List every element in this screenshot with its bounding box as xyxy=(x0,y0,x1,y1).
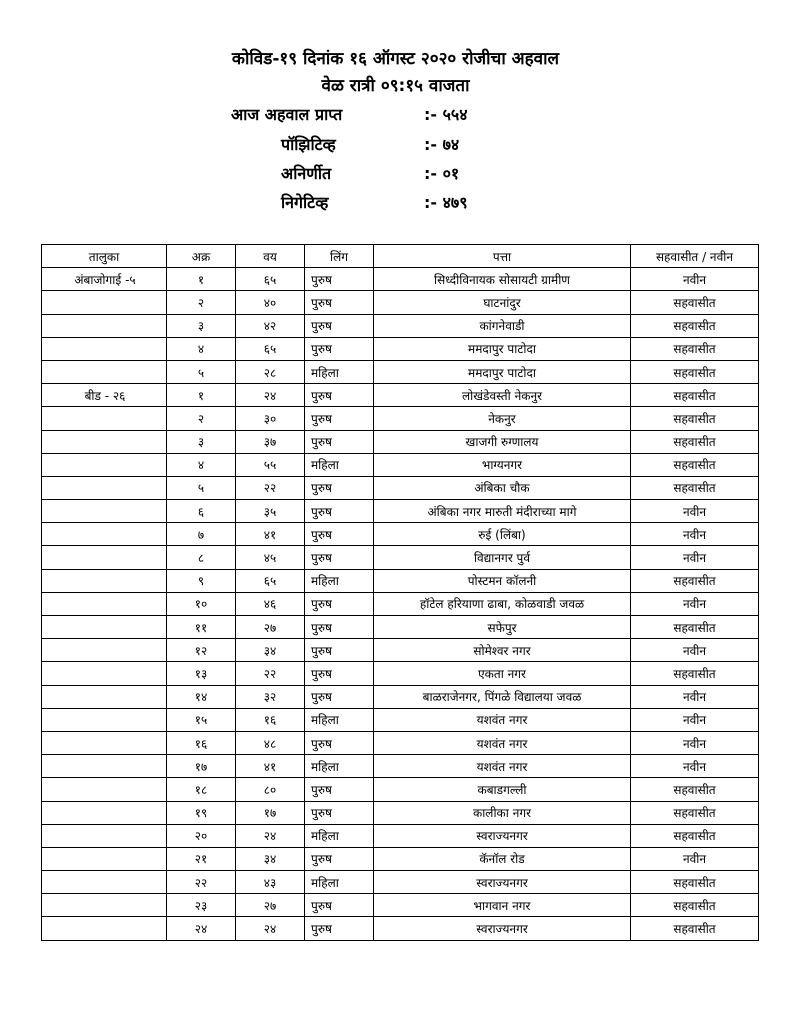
cell-age: ३२ xyxy=(236,685,305,708)
cell-sex: पुरुष xyxy=(305,546,374,569)
table-row xyxy=(42,801,759,824)
cell-status: सहवासीत xyxy=(631,917,759,940)
cell-sex: पुरुष xyxy=(305,662,374,685)
cell-serial: ६ xyxy=(167,500,236,523)
cell-serial: २० xyxy=(167,824,236,847)
table-row xyxy=(42,778,759,801)
cell-taluka xyxy=(42,476,167,499)
cell-address: यशवंत नगर xyxy=(374,731,631,754)
table-row xyxy=(42,314,759,337)
cell-serial: १२ xyxy=(167,639,236,662)
cell-sex: पुरुष xyxy=(305,523,374,546)
summary-label-inconclusive: अनिर्णीत xyxy=(281,164,332,183)
cell-sex: पुरुष xyxy=(305,894,374,917)
cell-sex: पुरुष xyxy=(305,639,374,662)
cell-address: सिध्दीविनायक सोसायटी ग्रामीण xyxy=(374,268,631,291)
cell-status: नवीन xyxy=(631,523,759,546)
cell-status: सहवासीत xyxy=(631,453,759,476)
cell-taluka xyxy=(42,685,167,708)
cell-address: यशवंत नगर xyxy=(374,708,631,731)
cell-sex: पुरुष xyxy=(305,685,374,708)
cell-address: कॅनॉल रोड xyxy=(374,847,631,870)
cell-serial: १३ xyxy=(167,662,236,685)
cell-age: ४३ xyxy=(236,871,305,894)
cell-age: २७ xyxy=(236,894,305,917)
cell-status: नवीन xyxy=(631,731,759,754)
table-row xyxy=(42,337,759,360)
cell-taluka xyxy=(42,778,167,801)
cell-serial: १७ xyxy=(167,755,236,778)
table-row xyxy=(42,685,759,708)
cell-sex: पुरुष xyxy=(305,268,374,291)
cell-age: ४२ xyxy=(236,314,305,337)
cell-age: २४ xyxy=(236,917,305,940)
table-row xyxy=(42,592,759,615)
table-row xyxy=(42,546,759,569)
table-header-row xyxy=(42,245,759,268)
cell-taluka xyxy=(42,314,167,337)
table-row xyxy=(42,847,759,870)
report-time: वेळ रात्री ०९:१५ वाजता xyxy=(321,76,470,96)
cell-sex: पुरुष xyxy=(305,337,374,360)
cell-address: कांगनेवाडी xyxy=(374,314,631,337)
table-row xyxy=(42,755,759,778)
cell-age: ४८ xyxy=(236,731,305,754)
cell-serial: ७ xyxy=(167,523,236,546)
cell-age: २२ xyxy=(236,476,305,499)
cell-serial: २१ xyxy=(167,847,236,870)
cell-sex: पुरुष xyxy=(305,500,374,523)
cell-status: सहवासीत xyxy=(631,871,759,894)
cell-address: स्वराज्यनगर xyxy=(374,871,631,894)
cell-status: सहवासीत xyxy=(631,662,759,685)
cell-age: ४५ xyxy=(236,546,305,569)
cell-taluka xyxy=(42,500,167,523)
cell-sex: महिला xyxy=(305,755,374,778)
cell-taluka xyxy=(42,616,167,639)
cell-serial: २३ xyxy=(167,894,236,917)
cell-serial: २४ xyxy=(167,917,236,940)
cell-address: स्वराज्यनगर xyxy=(374,917,631,940)
cases-table xyxy=(41,244,759,941)
cell-serial: ३ xyxy=(167,430,236,453)
summary-value-positive: :- ७४ xyxy=(424,135,460,154)
cell-sex: पुरुष xyxy=(305,778,374,801)
cell-address: अंबिका चौक xyxy=(374,476,631,499)
cell-address: स्वराज्यनगर xyxy=(374,824,631,847)
cell-serial: ११ xyxy=(167,616,236,639)
cell-age: ३० xyxy=(236,407,305,430)
cell-taluka xyxy=(42,592,167,615)
cell-address: ममदापुर पाटोदा xyxy=(374,360,631,383)
cell-address: भाग्यनगर xyxy=(374,453,631,476)
table-row xyxy=(42,894,759,917)
cell-sex: पुरुष xyxy=(305,314,374,337)
header-taluka: तालुका xyxy=(42,245,167,268)
cell-sex: पुरुष xyxy=(305,407,374,430)
cell-status: नवीन xyxy=(631,755,759,778)
table-row xyxy=(42,476,759,499)
header-status: सहवासीत / नवीन xyxy=(631,245,759,268)
cell-status: सहवासीत xyxy=(631,360,759,383)
cell-taluka xyxy=(42,291,167,314)
cell-taluka xyxy=(42,801,167,824)
cell-taluka xyxy=(42,917,167,940)
summary-label-negative: निगेटिव्ह xyxy=(281,193,329,212)
table-row xyxy=(42,500,759,523)
cell-address: ममदापुर पाटोदा xyxy=(374,337,631,360)
cell-address: पोस्टमन कॉलनी xyxy=(374,569,631,592)
cell-age: ४० xyxy=(236,291,305,314)
cell-status: सहवासीत xyxy=(631,616,759,639)
cell-sex: पुरुष xyxy=(305,731,374,754)
cell-status: सहवासीत xyxy=(631,314,759,337)
cell-sex: पुरुष xyxy=(305,384,374,407)
cell-address: कबाडगल्ली xyxy=(374,778,631,801)
cell-serial: २ xyxy=(167,291,236,314)
cell-age: ६५ xyxy=(236,268,305,291)
cell-taluka: बीड - २६ xyxy=(42,384,167,407)
cell-age: ४६ xyxy=(236,592,305,615)
cell-serial: ५ xyxy=(167,476,236,499)
cell-address: रुई (लिंबा) xyxy=(374,523,631,546)
cell-age: ४१ xyxy=(236,755,305,778)
cell-taluka xyxy=(42,871,167,894)
table-row xyxy=(42,384,759,407)
cell-status: नवीन xyxy=(631,685,759,708)
summary-label-positive: पॉझिटिव्ह xyxy=(281,135,336,154)
cell-address: भागवान नगर xyxy=(374,894,631,917)
cell-sex: महिला xyxy=(305,360,374,383)
cell-status: नवीन xyxy=(631,708,759,731)
cell-sex: महिला xyxy=(305,453,374,476)
table-row xyxy=(42,291,759,314)
cell-age: २४ xyxy=(236,384,305,407)
cell-taluka xyxy=(42,824,167,847)
cell-serial: १६ xyxy=(167,731,236,754)
cell-serial: ५ xyxy=(167,360,236,383)
cell-status: नवीन xyxy=(631,500,759,523)
cell-taluka xyxy=(42,894,167,917)
cell-status: सहवासीत xyxy=(631,407,759,430)
cell-serial: २२ xyxy=(167,871,236,894)
header-sex: लिंग xyxy=(305,245,374,268)
summary-value-received: :- ५५४ xyxy=(424,105,468,124)
report-title: कोविड-१९ दिनांक १६ ऑगस्ट २०२० रोजीचा अहवाल xyxy=(231,49,560,69)
cell-serial: ४ xyxy=(167,453,236,476)
cell-taluka xyxy=(42,708,167,731)
cell-taluka xyxy=(42,407,167,430)
cell-taluka xyxy=(42,755,167,778)
cell-serial: ३ xyxy=(167,314,236,337)
cell-taluka xyxy=(42,731,167,754)
cell-taluka xyxy=(42,360,167,383)
table-row xyxy=(42,917,759,940)
cell-status: सहवासीत xyxy=(631,824,759,847)
cell-address: विद्यानगर पुर्व xyxy=(374,546,631,569)
cell-taluka xyxy=(42,523,167,546)
header-age: वय xyxy=(236,245,305,268)
cell-age: १७ xyxy=(236,801,305,824)
header-serial: अक्र xyxy=(167,245,236,268)
cell-serial: ४ xyxy=(167,337,236,360)
cell-sex: महिला xyxy=(305,708,374,731)
cell-sex: पुरुष xyxy=(305,801,374,824)
cell-sex: पुरुष xyxy=(305,430,374,453)
cell-sex: पुरुष xyxy=(305,917,374,940)
cell-serial: २ xyxy=(167,407,236,430)
cell-age: २८ xyxy=(236,360,305,383)
cell-age: ३७ xyxy=(236,430,305,453)
cell-status: नवीन xyxy=(631,546,759,569)
cell-address: सफेपुर xyxy=(374,616,631,639)
table-row xyxy=(42,708,759,731)
cell-taluka xyxy=(42,662,167,685)
cell-status: नवीन xyxy=(631,268,759,291)
cell-address: हॉटेल हरियाणा ढाबा, कोळवाडी जवळ xyxy=(374,592,631,615)
cell-age: ६५ xyxy=(236,569,305,592)
table-row xyxy=(42,871,759,894)
table-row xyxy=(42,569,759,592)
table-row xyxy=(42,824,759,847)
cell-status: सहवासीत xyxy=(631,337,759,360)
cell-sex: महिला xyxy=(305,569,374,592)
cell-address: कालीका नगर xyxy=(374,801,631,824)
cell-status: नवीन xyxy=(631,592,759,615)
cell-taluka xyxy=(42,453,167,476)
cell-address: सोमेश्वर नगर xyxy=(374,639,631,662)
cell-serial: १ xyxy=(167,384,236,407)
cell-status: नवीन xyxy=(631,639,759,662)
cell-serial: १९ xyxy=(167,801,236,824)
cell-address: यशवंत नगर xyxy=(374,755,631,778)
cell-status: सहवासीत xyxy=(631,569,759,592)
table-row xyxy=(42,407,759,430)
cell-sex: पुरुष xyxy=(305,476,374,499)
cell-age: ८० xyxy=(236,778,305,801)
cell-serial: ९ xyxy=(167,569,236,592)
cell-address: खाजगी रुग्णालय xyxy=(374,430,631,453)
cell-age: ५५ xyxy=(236,453,305,476)
summary-label-received: आज अहवाल प्राप्त xyxy=(231,105,343,124)
cell-sex: महिला xyxy=(305,871,374,894)
cell-taluka xyxy=(42,430,167,453)
table-row xyxy=(42,523,759,546)
table-row xyxy=(42,430,759,453)
cell-serial: १५ xyxy=(167,708,236,731)
table-row xyxy=(42,453,759,476)
cell-taluka xyxy=(42,847,167,870)
cell-address: लोखंडेवस्ती नेकनुर xyxy=(374,384,631,407)
summary-value-negative: :- ४७९ xyxy=(424,193,468,212)
cell-status: सहवासीत xyxy=(631,801,759,824)
cell-status: सहवासीत xyxy=(631,384,759,407)
cell-sex: महिला xyxy=(305,824,374,847)
table-row xyxy=(42,731,759,754)
cell-taluka xyxy=(42,569,167,592)
cell-address: एकता नगर xyxy=(374,662,631,685)
table-row xyxy=(42,360,759,383)
cell-status: सहवासीत xyxy=(631,430,759,453)
cell-age: २४ xyxy=(236,824,305,847)
table-row xyxy=(42,639,759,662)
header-address: पत्ता xyxy=(374,245,631,268)
cell-sex: पुरुष xyxy=(305,616,374,639)
cell-sex: पुरुष xyxy=(305,847,374,870)
cell-taluka xyxy=(42,337,167,360)
cell-taluka xyxy=(42,639,167,662)
cell-status: नवीन xyxy=(631,847,759,870)
cell-status: सहवासीत xyxy=(631,778,759,801)
cell-status: सहवासीत xyxy=(631,476,759,499)
cell-age: ६५ xyxy=(236,337,305,360)
cell-address: अंबिका नगर मारुती मंदीराच्या मागे xyxy=(374,500,631,523)
cell-age: २७ xyxy=(236,616,305,639)
cell-sex: पुरुष xyxy=(305,291,374,314)
cell-sex: पुरुष xyxy=(305,592,374,615)
cell-serial: १० xyxy=(167,592,236,615)
cell-status: सहवासीत xyxy=(631,291,759,314)
cell-serial: १ xyxy=(167,268,236,291)
cell-age: ४१ xyxy=(236,523,305,546)
cell-status: सहवासीत xyxy=(631,894,759,917)
cell-address: बाळराजेनगर, पिंगळे विद्यालया जवळ xyxy=(374,685,631,708)
cell-serial: १८ xyxy=(167,778,236,801)
cell-taluka xyxy=(42,546,167,569)
cell-age: ३४ xyxy=(236,639,305,662)
summary-value-inconclusive: :- ०१ xyxy=(424,164,460,183)
cell-serial: ८ xyxy=(167,546,236,569)
cell-age: ३४ xyxy=(236,847,305,870)
cell-address: घाटनांदुर xyxy=(374,291,631,314)
cell-age: २२ xyxy=(236,662,305,685)
cell-serial: १४ xyxy=(167,685,236,708)
table-row xyxy=(42,616,759,639)
table-row xyxy=(42,662,759,685)
cell-address: नेकनुर xyxy=(374,407,631,430)
cell-age: ३५ xyxy=(236,500,305,523)
table-row xyxy=(42,268,759,291)
cell-age: १६ xyxy=(236,708,305,731)
cell-taluka: अंबाजोगाई -५ xyxy=(42,268,167,291)
